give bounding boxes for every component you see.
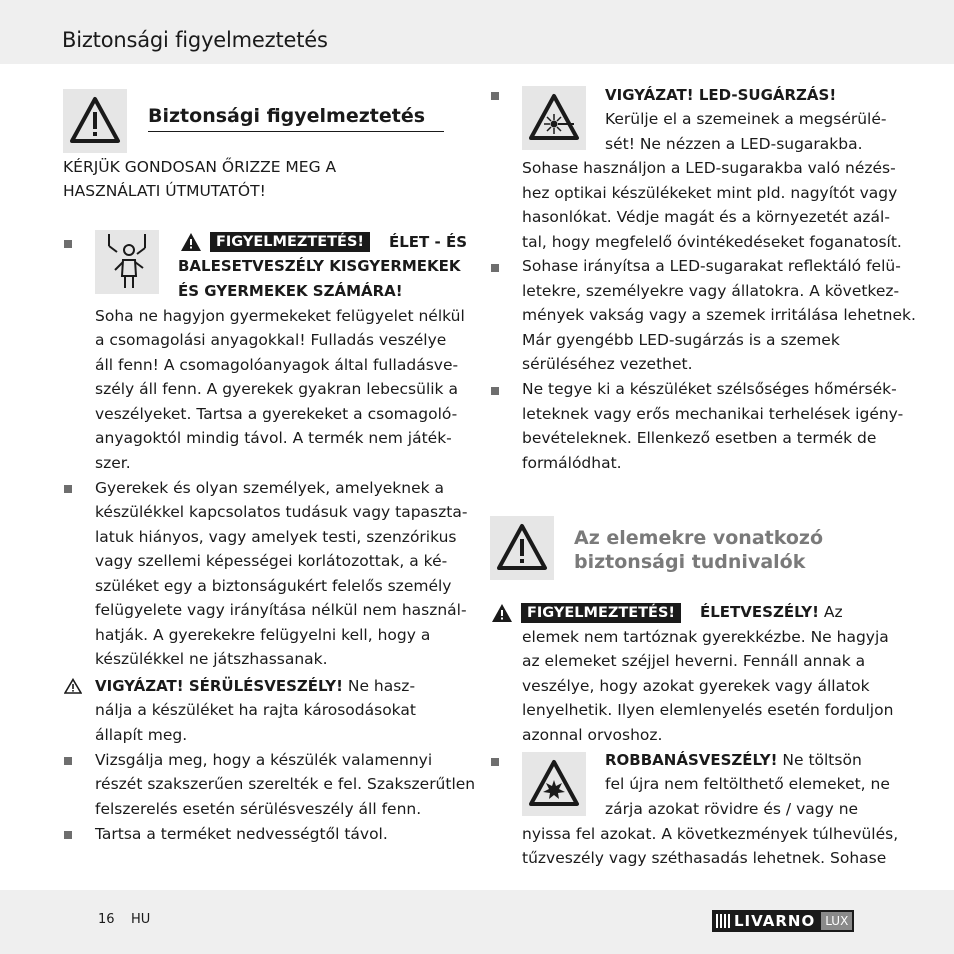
bullet2-line-5: szüléket egy a biztonságukért felelős személy [95,577,452,595]
section-title-underline [148,131,444,132]
caution-head: VIGYÁZAT! SÉRÜLÉSVESZÉLY! [95,677,343,695]
led-b2-line-2: letekre, személyekre vagy állatokra. A következ- [522,282,900,300]
child-warning-head-3: ÉS GYERMEKEK SZÁMÁRA! [178,282,403,300]
page-header [0,0,954,64]
list-bullet [64,831,72,839]
warning-triangle-icon [490,516,554,580]
page-number: 16 [98,912,115,927]
child-body-5: veszélyeket. Tartsa a gyerekeket a csomagoló- [95,405,458,423]
led-icon-box [522,86,586,150]
warning-label: FIGYELMEZTETÉS! [210,232,370,252]
list-bullet [64,240,72,248]
list-bullet [64,485,72,493]
bullet3-line-2: részét szakszerűen szerelték e fel. Szakszerűtlen [95,775,476,793]
child-packaging-icon [95,230,159,294]
bullet3-line-1: Vizsgálja meg, hogy a készülék valamennyi [95,751,433,769]
child-warning-head-2: BALESETVESZÉLY KISGYERMEKEK [178,257,461,275]
section-title-safety: Biztonsági figyelmeztetés [148,105,426,127]
bullet2-line-7: hatják. A gyerekekre felügyelni kell, hogy a [95,626,431,644]
child-warning-head-1: ÉLET - ÉS [389,233,468,251]
caution-line-3: állapít meg. [95,726,188,744]
led-b2-line-5: sérüléséhez vezethet. [522,355,693,373]
led-line-1: Kerülje el a szemeinek a megsérülé- [605,110,887,128]
led-b2-line-4: Már gyengébb LED-sugárzás is a szemek [522,331,840,349]
explosion-line-2: fel újra nem feltölthető elemeket, ne [605,775,890,793]
page-language: HU [131,912,151,927]
battery-line-4: veszélye, hogy azokat gyerekek vagy állatok [522,677,870,695]
child-body-3: áll fenn! A csomagolóanyagok által fulladásve- [95,356,459,374]
battery-head: ÉLETVESZÉLY! [700,603,819,621]
battery-section-title-1: Az elemekre vonatkozó [574,527,824,549]
led-line-6: tal, hogy megfelelő óvintékedéseket foganatosít. [522,233,902,251]
led-line-2: sét! Ne nézzen a LED-sugarakba. [605,135,863,153]
child-body-4: szély áll fenn. A gyerekek gyakran lebecsülik a [95,380,458,398]
child-body-2: a csomagolási anyagokkal! Fulladás veszélye [95,331,447,349]
list-bullet [491,264,499,272]
caution-line-2: nálja a készüléket ha rajta károsodásokat [95,701,416,719]
warning-small-icon [180,232,202,252]
bullet4-line-1: Tartsa a terméket nedvességtől távol. [95,825,388,843]
child-body-6: anyagoktól mindig távol. A termék nem játék- [95,429,452,447]
explosion-icon-box [522,752,586,816]
led-line-4: hez optikai készülékeket mint pld. nagyítót vagy [522,184,898,202]
battery-line-1 [700,600,843,625]
bullet3-line-3: felszerelés esetén sérülésveszély áll fenn. [95,800,422,818]
temp-line-2: leteknek vagy erős mechanikai terhelések igény- [522,405,904,423]
battery-line-2: elemek nem tartóznak gyerekkézbe. Ne hagyja [522,628,889,646]
warning-small-icon [491,603,513,623]
bullet2-line-4: vagy szellemi képességei korlátozottak, a ké- [95,552,448,570]
list-bullet [491,92,499,100]
child-body-7: szer. [95,454,131,472]
battery-first-rest: Az [819,603,843,621]
brand-name: LIVARNO [734,912,816,930]
battery-warning-icon-box [490,516,554,580]
intro-line-1: KÉRJÜK GONDOSAN ŐRIZZE MEG A [63,158,337,176]
led-b2-line-3: mények vakság vagy a szemek irritálása lehetnek. [522,306,916,324]
temp-line-1: Ne tegye ki a készüléket szélsőséges hőmérsék- [522,380,897,398]
brand-logo-main [712,910,821,932]
explosion-line-1 [605,748,862,773]
battery-line-3: az elemeket széjjel heverni. Fennáll annak a [522,652,866,670]
explosion-line-5: tűzveszély vagy széthasadás lehetnek. Sohase [522,849,887,867]
led-b2-line-1: Sohase irányítsa a LED-sugarakat reflektáló felü- [522,257,901,275]
explosion-first-rest: Ne töltsön [777,751,862,769]
bullet2-line-1: Gyerekek és olyan személyek, amelyeknek a [95,479,445,497]
caution-triangle-icon [64,678,82,694]
temp-line-4: formálódhat. [522,454,622,472]
list-bullet [491,758,499,766]
explosion-icon [522,752,586,816]
brand-logo [712,910,854,932]
bullet2-line-3: latuk hiányos, vagy amelyek testi, szenzórikus [95,528,457,546]
led-line-3: Sohase használjon a LED-sugarakba való nézés- [522,159,896,177]
caution-rest: Ne hasz- [342,677,416,695]
explosion-line-3: zárja azokat rövidre és / vagy ne [605,800,859,818]
caution-line-1 [95,674,415,699]
warning-triangle-icon [63,89,127,153]
list-bullet [491,387,499,395]
child-icon-box [95,230,159,294]
laser-radiation-icon [522,86,586,150]
bullet2-line-2: készülékkel kapcsolatos tudásuk vagy tapaszta- [95,503,468,521]
led-head: VIGYÁZAT! LED-SUGÁRZÁS! [605,86,837,104]
explosion-head: ROBBANÁSVESZÉLY! [605,751,778,769]
led-line-5: hasonlókat. Védje magát és a környezetét azál- [522,208,890,226]
battery-line-5: lenyelhetik. Ilyen elemlenyelés esetén forduljon [522,701,894,719]
brand-sub: LUX [821,910,854,932]
page-title: Biztonsági figyelmeztetés [62,28,328,52]
intro-line-2: HASZNÁLATI ÚTMUTATÓT! [63,182,266,200]
brand-bars-icon [716,914,730,928]
battery-line-6: azonnal orvoshoz. [522,726,663,744]
bullet2-line-6: felügyelete vagy irányítása nélkül nem használ- [95,601,467,619]
explosion-line-4: nyissa fel azokat. A következmények túlhevülés, [522,825,899,843]
battery-section-title-2: biztonsági tudnivalók [574,551,806,573]
list-bullet [64,757,72,765]
child-body-1: Soha ne hagyjon gyermekeket felügyelet nélkül [95,307,465,325]
warning-label: FIGYELMEZTETÉS! [521,603,681,623]
bullet2-line-8: készülékkel ne játszhassanak. [95,650,328,668]
warning-icon-box [63,89,127,153]
temp-line-3: bevételeknek. Ellenkező esetben a termék de [522,429,877,447]
